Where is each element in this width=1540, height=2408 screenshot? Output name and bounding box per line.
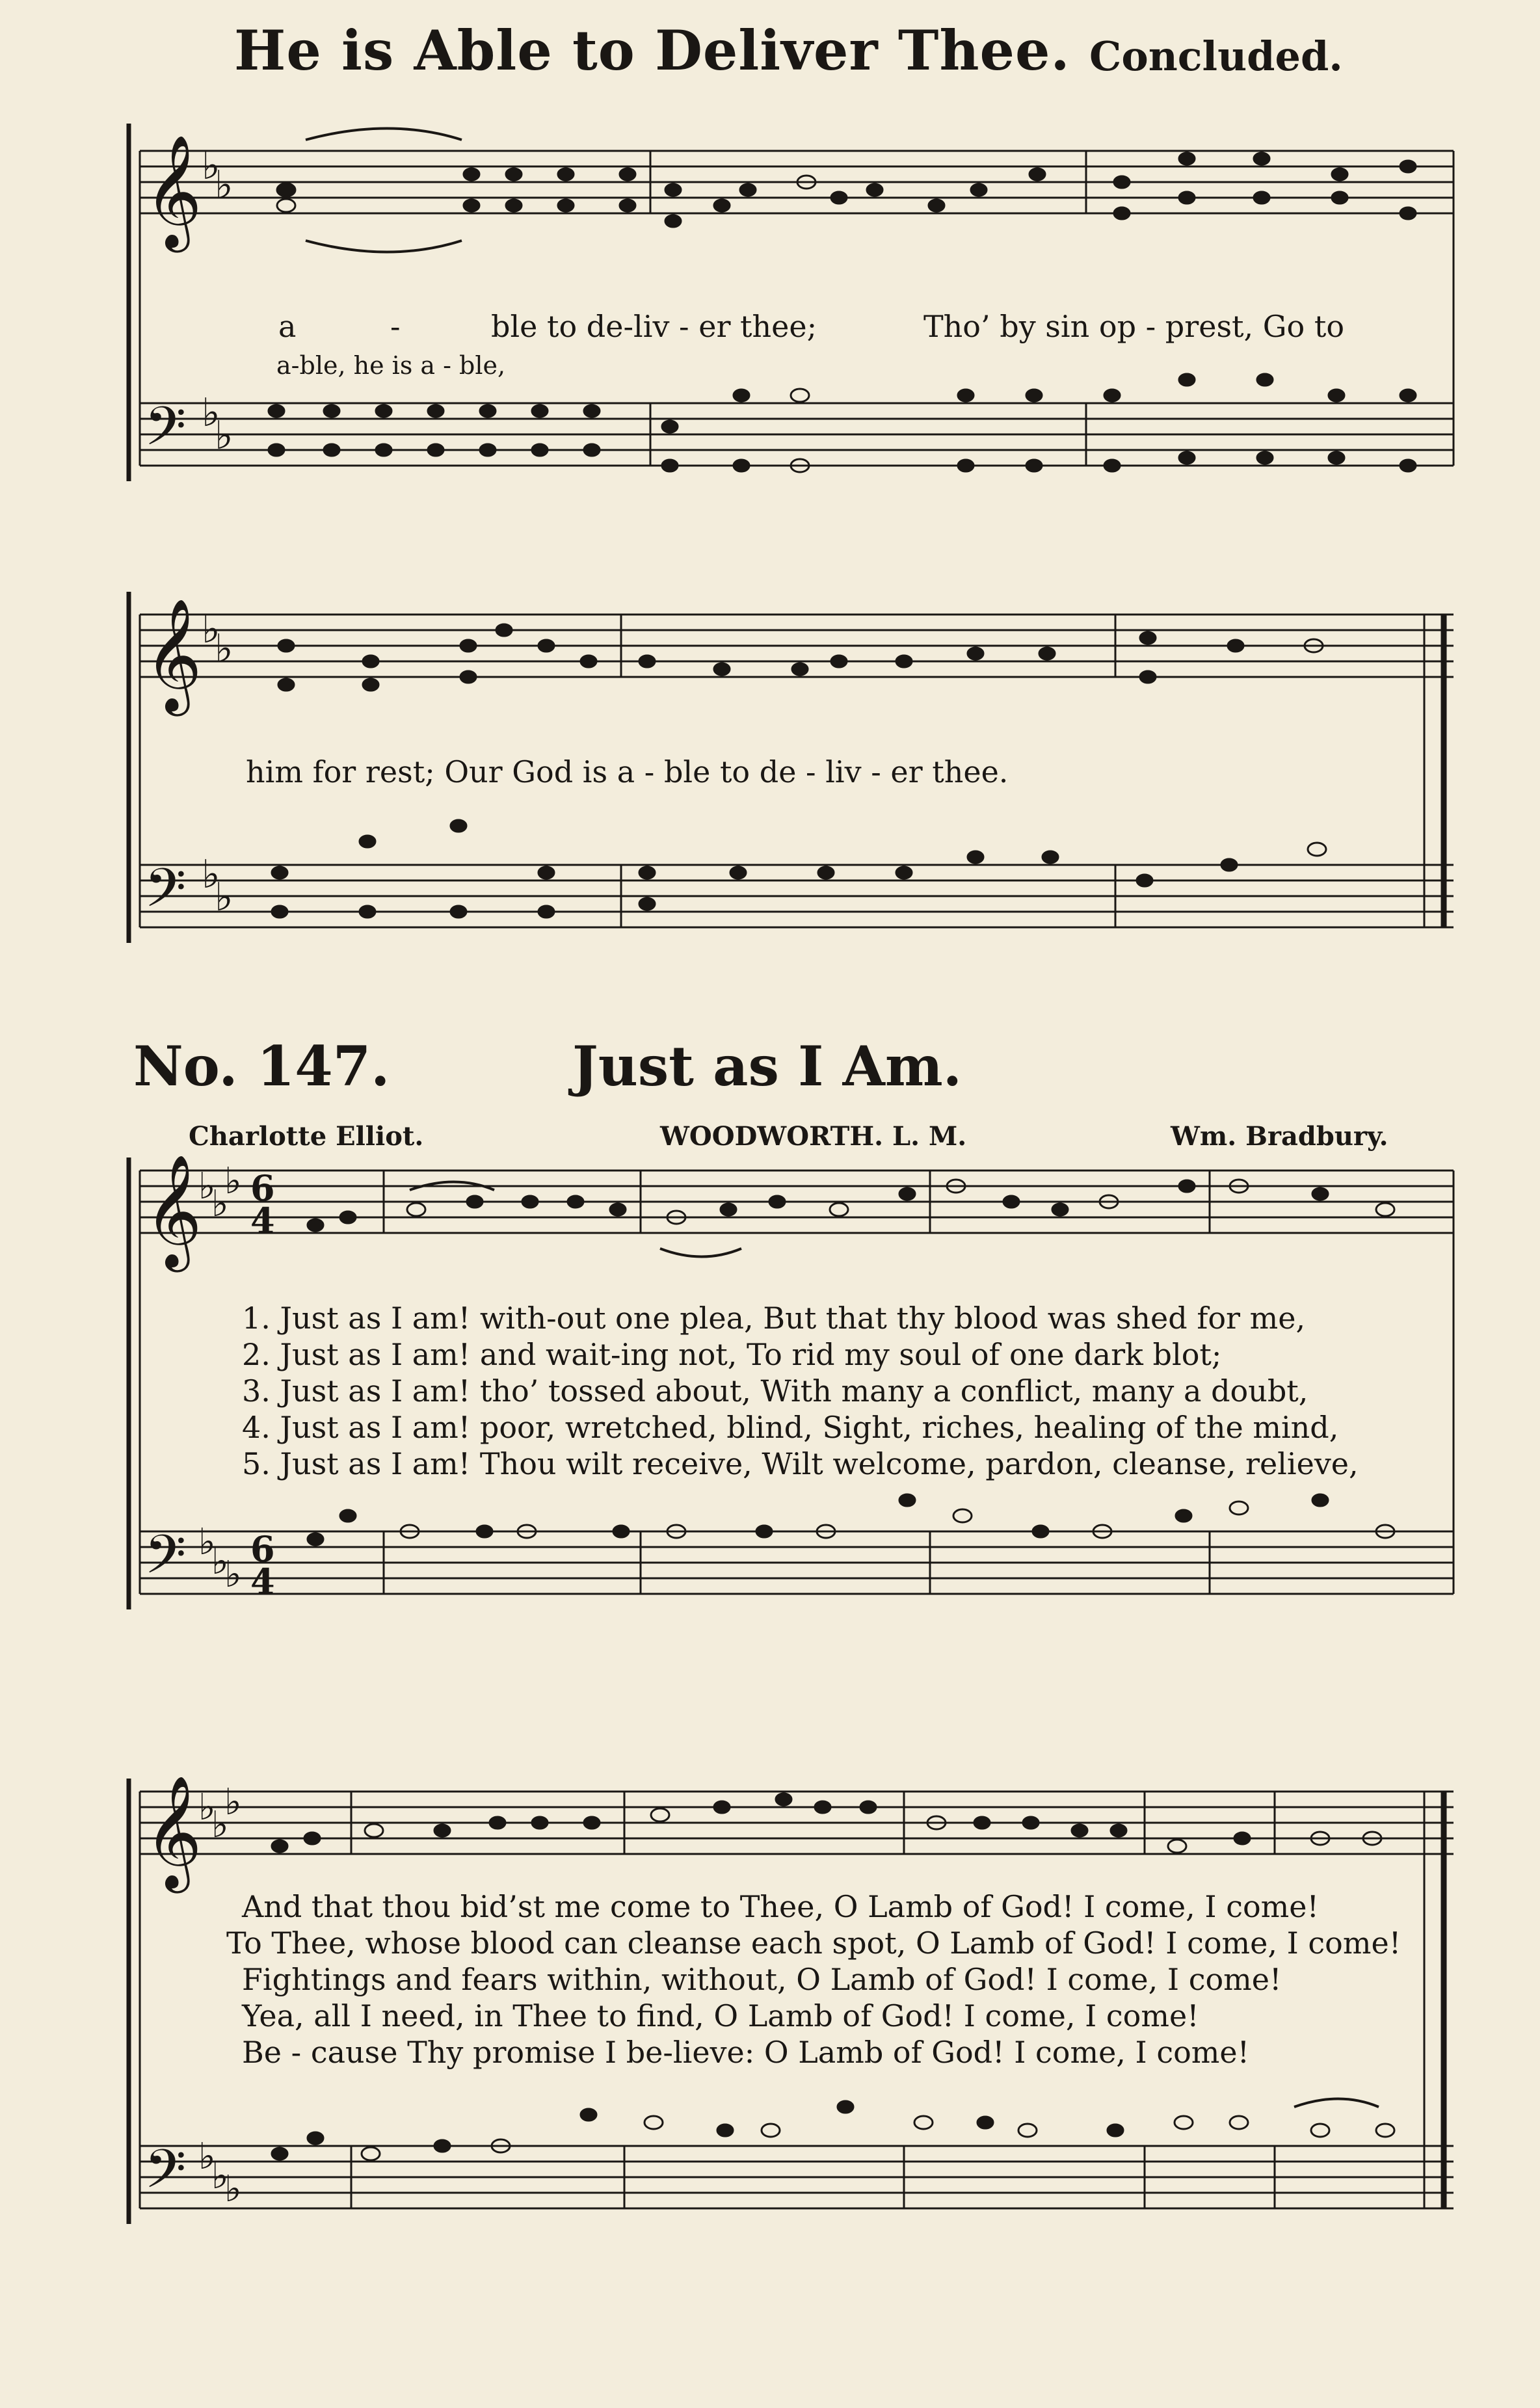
flat-icon: ♭ — [198, 1786, 216, 1829]
verse-line: 4. Just as I am! poor, wretched, blind, Sight, riches, healing of the mind, — [242, 1410, 1339, 1445]
lyric-line: him for rest; Our God is a - ble to de - liv - er thee. — [246, 754, 1009, 789]
flat-icon: ♭ — [224, 1160, 242, 1202]
treble-clef-icon: 𝄞 — [144, 598, 202, 711]
treble-clef-icon: 𝄞 — [144, 135, 202, 248]
staff-treble-3 — [140, 1171, 1454, 1233]
staff-bass-3 — [140, 1531, 1454, 1594]
staff-treble-4 — [140, 1792, 1454, 1854]
verse-line: Yea, all I need, in Thee to find, O Lamb of God! I come, I come! — [242, 1998, 1199, 2033]
flat-icon: ♭ — [202, 852, 220, 897]
flat-icon: ♭ — [202, 143, 220, 189]
bass-clef-icon: 𝄢 — [144, 1523, 187, 1599]
lyric-echo: a-ble, he is a - ble, — [276, 351, 506, 380]
verse-line: And that thou bid’st me come to Thee, O Lamb of God! I come, I come! — [242, 1889, 1319, 1924]
flat-icon: ♭ — [215, 413, 233, 458]
verse-line: 3. Just as I am! tho’ tossed about, With many a conflict, many a doubt, — [242, 1373, 1308, 1409]
flat-icon: ♭ — [211, 1804, 229, 1846]
flat-icon: ♭ — [224, 1554, 242, 1596]
lyric-line: ble to de-liv - er thee; — [491, 309, 817, 344]
svg-text:4: 4 — [250, 1200, 275, 1241]
flat-icon: ♭ — [224, 2168, 242, 2210]
author-credit: Charlotte Elliot. — [189, 1121, 424, 1152]
flat-icon: ♭ — [198, 1521, 216, 1563]
staff-bass-2 — [140, 865, 1454, 927]
treble-clef-icon: 𝄞 — [144, 1154, 202, 1267]
flat-icon: ♭ — [198, 2136, 216, 2178]
svg-text:6: 6 — [250, 1528, 275, 1570]
verse-line: 2. Just as I am! and wait-ing not, To rid my soul of one dark blot; — [242, 1337, 1222, 1372]
verse-line: Be - cause Thy promise I be-lieve: O Lamb of God! I come, I come! — [242, 2035, 1250, 2070]
bass-clef-icon: 𝄢 — [144, 2137, 187, 2214]
flat-icon: ♭ — [211, 1541, 229, 1583]
verse-line: 1. Just as I am! with-out one plea, But that thy blood was shed for me, — [242, 1301, 1306, 1336]
staff-bass-4 — [140, 2146, 1454, 2208]
flat-icon: ♭ — [202, 390, 220, 436]
composer-credit: Wm. Bradbury. — [1171, 1121, 1388, 1152]
lyric-line: Tho’ by sin op - prest, Go to — [923, 309, 1345, 344]
hymn-title: Just as I Am. — [572, 1034, 962, 1098]
lyric-syllable: a — [278, 309, 297, 344]
verse-line: Fightings and fears within, without, O Lamb of God! I come, I come! — [242, 1962, 1282, 1997]
treble-clef-icon: 𝄞 — [144, 1775, 202, 1888]
tune-credit: WOODWORTH. L. M. — [660, 1121, 967, 1152]
flat-icon: ♭ — [198, 1165, 216, 1208]
verse-line: 5. Just as I am! Thou wilt receive, Wilt welcome, pardon, cleanse, relieve, — [242, 1446, 1359, 1481]
flat-icon: ♭ — [215, 163, 233, 208]
page-title: He is Able to Deliver Thee. — [234, 18, 1070, 83]
bass-clef-icon: 𝄢 — [144, 856, 187, 933]
svg-text:4: 4 — [250, 1561, 275, 1602]
flat-icon: ♭ — [211, 1183, 229, 1225]
bass-clef-icon: 𝄢 — [144, 395, 187, 471]
flat-icon: ♭ — [211, 2155, 229, 2197]
flat-icon: ♭ — [202, 607, 220, 652]
flat-icon: ♭ — [224, 1781, 242, 1823]
hymn-number: No. 147. — [133, 1034, 390, 1098]
flat-icon: ♭ — [215, 626, 233, 672]
verse-line: To Thee, whose blood can cleanse each spot, O Lamb of God! I come, I come! — [226, 1925, 1401, 1961]
svg-text:6: 6 — [250, 1167, 275, 1209]
flat-icon: ♭ — [215, 875, 233, 920]
status-label: Concluded. — [1089, 33, 1343, 80]
lyric-syllable: - — [390, 309, 401, 344]
